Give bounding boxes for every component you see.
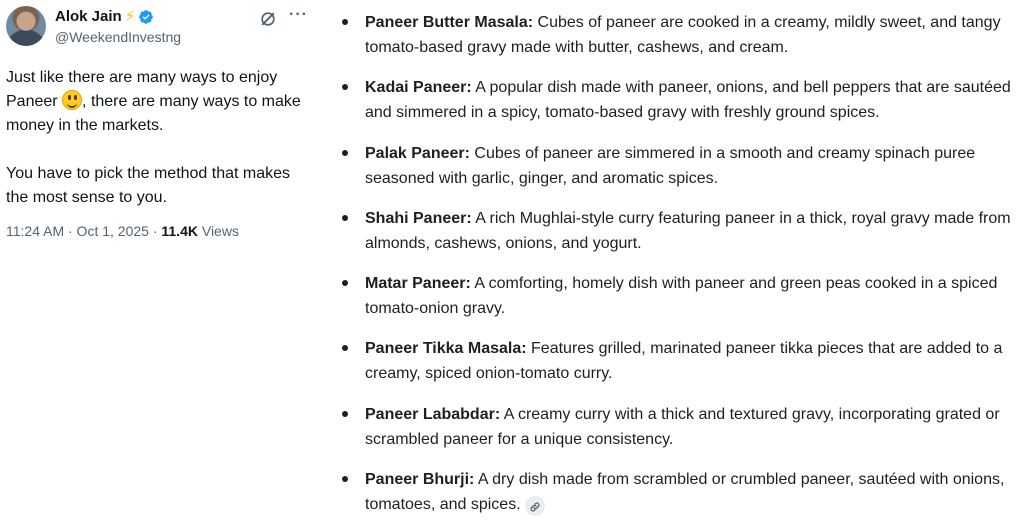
bullet-icon (342, 280, 348, 286)
grok-icon[interactable] (258, 9, 278, 29)
lightning-bolt-icon: ⚡ (124, 8, 136, 25)
list-item (342, 402, 1017, 467)
list-item (342, 271, 1017, 336)
tweet-card (0, 0, 316, 525)
author-name-row[interactable] (55, 8, 154, 25)
item-title: Paneer Tikka Masala: (365, 340, 527, 358)
list-item (342, 336, 1017, 401)
list-item (342, 141, 1017, 206)
item-title: Paneer Lababdar: (365, 405, 501, 423)
item-description: A dry dish made from scrambled or crumbled paneer, sautéed with onions, tomatoes, and spices. (365, 471, 1005, 514)
tweet-meta (6, 223, 239, 239)
item-description: A comforting, homely dish with paneer and green peas cooked in a spiced tomato-onion gravy. (365, 275, 998, 318)
tweet-text (6, 66, 306, 210)
item-description: A rich Mughlai-style curry featuring paneer in a thick, royal gravy made from almonds, cashews, onions, and yogurt. (365, 209, 1011, 252)
views-count: 11.4K (161, 223, 198, 239)
verified-badge-icon (138, 9, 154, 25)
list-item (342, 10, 1017, 75)
bullet-icon (342, 215, 348, 221)
tweet-paragraph-1 (6, 66, 306, 138)
timestamp[interactable]: 11:24 AM · Oct 1, 2025 · (6, 223, 162, 239)
author-handle[interactable]: @WeekendInvestng (55, 29, 182, 45)
tweet-text-segment: Just like there are many ways to enjoy Paneer (6, 69, 278, 110)
item-description: Cubes of paneer are cooked in a creamy, mildly sweet, and tangy tomato-based gravy made with butter, cashews, and cream. (365, 14, 1001, 56)
item-title: Paneer Bhurji: (365, 471, 475, 489)
bullet-icon (342, 150, 348, 156)
item-description: A popular dish made with paneer, onions, and bell peppers that are sautéed and simmered in a spicy, tomato-based gravy with freshly ground spices. (365, 79, 1011, 122)
more-icon[interactable]: ··· (289, 6, 308, 23)
list-item (342, 75, 1017, 140)
bullet-icon (342, 345, 348, 351)
item-title: Shahi Paneer: (365, 209, 472, 227)
list-item (342, 467, 1017, 525)
item-title: Palak Paneer: (365, 144, 470, 162)
item-title: Matar Paneer: (365, 275, 471, 293)
bullet-icon (342, 19, 348, 25)
item-description: A creamy curry with a thick and textured gravy, incorporating grated or scrambled paneer for a unique consistency. (365, 405, 1000, 448)
bullet-icon (342, 84, 348, 90)
author-name[interactable]: Alok Jain (55, 8, 122, 25)
item-title: Paneer Butter Masala: (365, 14, 534, 31)
avatar[interactable] (6, 6, 46, 46)
tweet-text-segment: , there are many ways to make money in the markets. (6, 93, 301, 134)
paneer-dish-list (342, 10, 1017, 525)
item-description: Cubes of paneer are simmered in a smooth and creamy spinach puree seasoned with garlic, ginger, and aromatic spices. (365, 144, 976, 187)
item-description: Features grilled, marinated paneer tikka pieces that are added to a creamy, spiced onion-tomato curry. (365, 340, 1003, 383)
link-icon[interactable] (525, 496, 545, 516)
item-title: Kadai Paneer: (365, 79, 472, 97)
tweet-paragraph-2: You have to pick the method that makes the most sense to you. (6, 165, 291, 206)
grinning-face-emoji-icon (62, 90, 82, 110)
list-item (342, 206, 1017, 271)
views-label: Views (197, 223, 239, 239)
bullet-icon (342, 476, 348, 482)
bullet-icon (342, 411, 348, 417)
